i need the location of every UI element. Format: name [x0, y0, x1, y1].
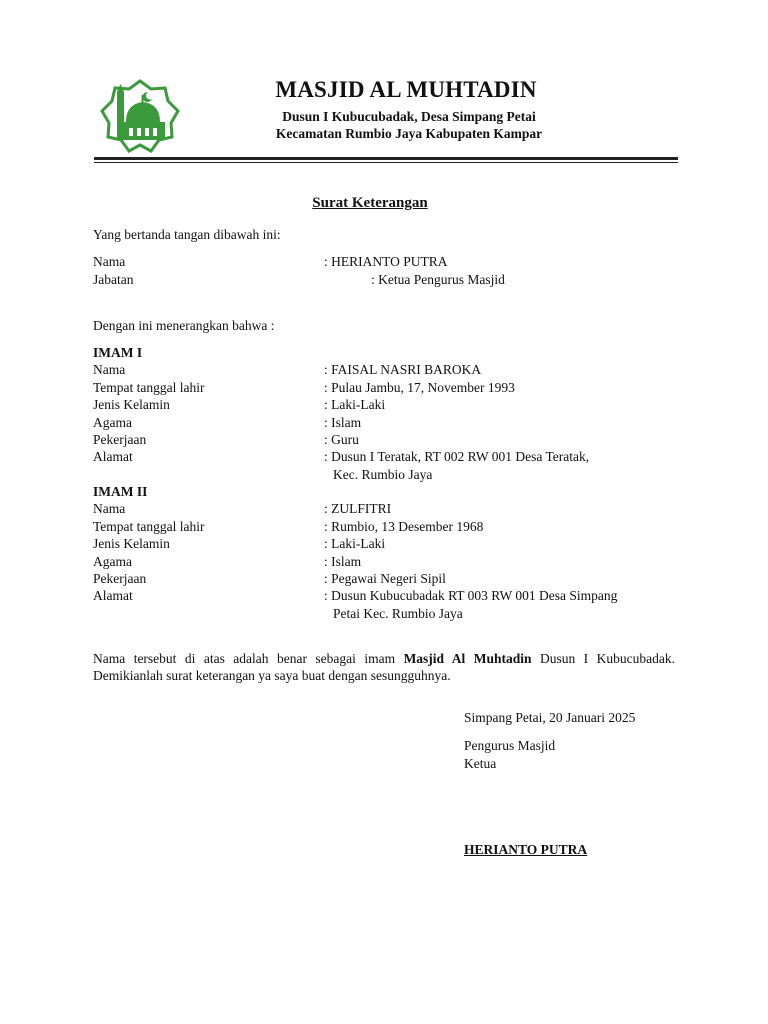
imam1-label: Alamat	[93, 449, 133, 464]
signature-org: Pengurus Masjid	[464, 738, 556, 753]
imam2-value: : Islam	[324, 554, 362, 569]
imam1-value: : Pulau Jambu, 17, November 1993	[324, 380, 515, 395]
header-rule-thick	[94, 157, 678, 160]
mosque-name: MASJID AL MUHTADIN	[275, 77, 537, 102]
imam2-label: Pekerjaan	[93, 571, 147, 586]
closing-part1: Nama tersebut di atas adalah benar sebagai imam	[93, 651, 404, 666]
signer-name-label: Nama	[93, 254, 126, 269]
closing-paragraph	[93, 650, 675, 684]
statement-text: Dengan ini menerangkan bahwa :	[93, 318, 275, 333]
header-rule-thin	[94, 162, 678, 163]
imam1-value: : Islam	[324, 415, 362, 430]
imam2-label: Jenis Kelamin	[93, 536, 170, 551]
imam2-heading: IMAM II	[93, 484, 148, 499]
signer-name-value: : HERIANTO PUTRA	[324, 254, 448, 269]
address-line-2: Kecamatan Rumbio Jaya Kabupaten Kampar	[275, 126, 543, 141]
imam2-value: : Rumbio, 13 Desember 1968	[324, 519, 484, 534]
address-line-1: Dusun I Kubucubadak, Desa Simpang Petai	[282, 109, 536, 124]
imam2-label: Alamat	[93, 588, 133, 603]
imam1-address-cont: Kec. Rumbio Jaya	[333, 467, 433, 482]
imam1-value: : FAISAL NASRI BAROKA	[324, 362, 482, 377]
signer-position-label: Jabatan	[93, 272, 134, 287]
imam1-value: : Guru	[324, 432, 359, 447]
imam1-heading: IMAM I	[93, 345, 143, 360]
signatory-name: HERIANTO PUTRA	[464, 842, 588, 857]
document-title: Surat Keterangan	[312, 195, 428, 211]
imam2-label: Tempat tanggal lahir	[93, 519, 205, 534]
imam1-label: Jenis Kelamin	[93, 397, 170, 412]
place-date: Simpang Petai, 20 Januari 2025	[464, 710, 636, 725]
signer-position-value: : Ketua Pengurus Masjid	[371, 272, 505, 287]
imam2-value: : Dusun Kubucubadak RT 003 RW 001 Desa Simpang	[324, 588, 618, 603]
imam1-label: Tempat tanggal lahir	[93, 380, 205, 395]
imam2-value: : Laki-Laki	[324, 536, 386, 551]
closing-mosque-name: Masjid Al Muhtadin	[403, 651, 532, 666]
imam1-label: Pekerjaan	[93, 432, 147, 447]
closing-part2: Dusun I Kubucubadak. Demikianlah surat keterangan ya saya buat dengan sesungguhnya.	[93, 651, 675, 683]
intro-text: Yang bertanda tangan dibawah ini:	[93, 227, 281, 242]
imam1-value: : Dusun I Teratak, RT 002 RW 001 Desa Teratak,	[324, 449, 590, 464]
imam2-value: : ZULFITRI	[324, 501, 392, 516]
imam1-label: Agama	[93, 415, 132, 430]
imam2-address-cont: Petai Kec. Rumbio Jaya	[333, 606, 463, 621]
imam2-value: : Pegawai Negeri Sipil	[324, 571, 446, 586]
signature-role: Ketua	[464, 756, 497, 771]
imam2-label: Agama	[93, 554, 132, 569]
imam1-value: : Laki-Laki	[324, 397, 386, 412]
imam1-label: Nama	[93, 362, 126, 377]
imam2-label: Nama	[93, 501, 126, 516]
